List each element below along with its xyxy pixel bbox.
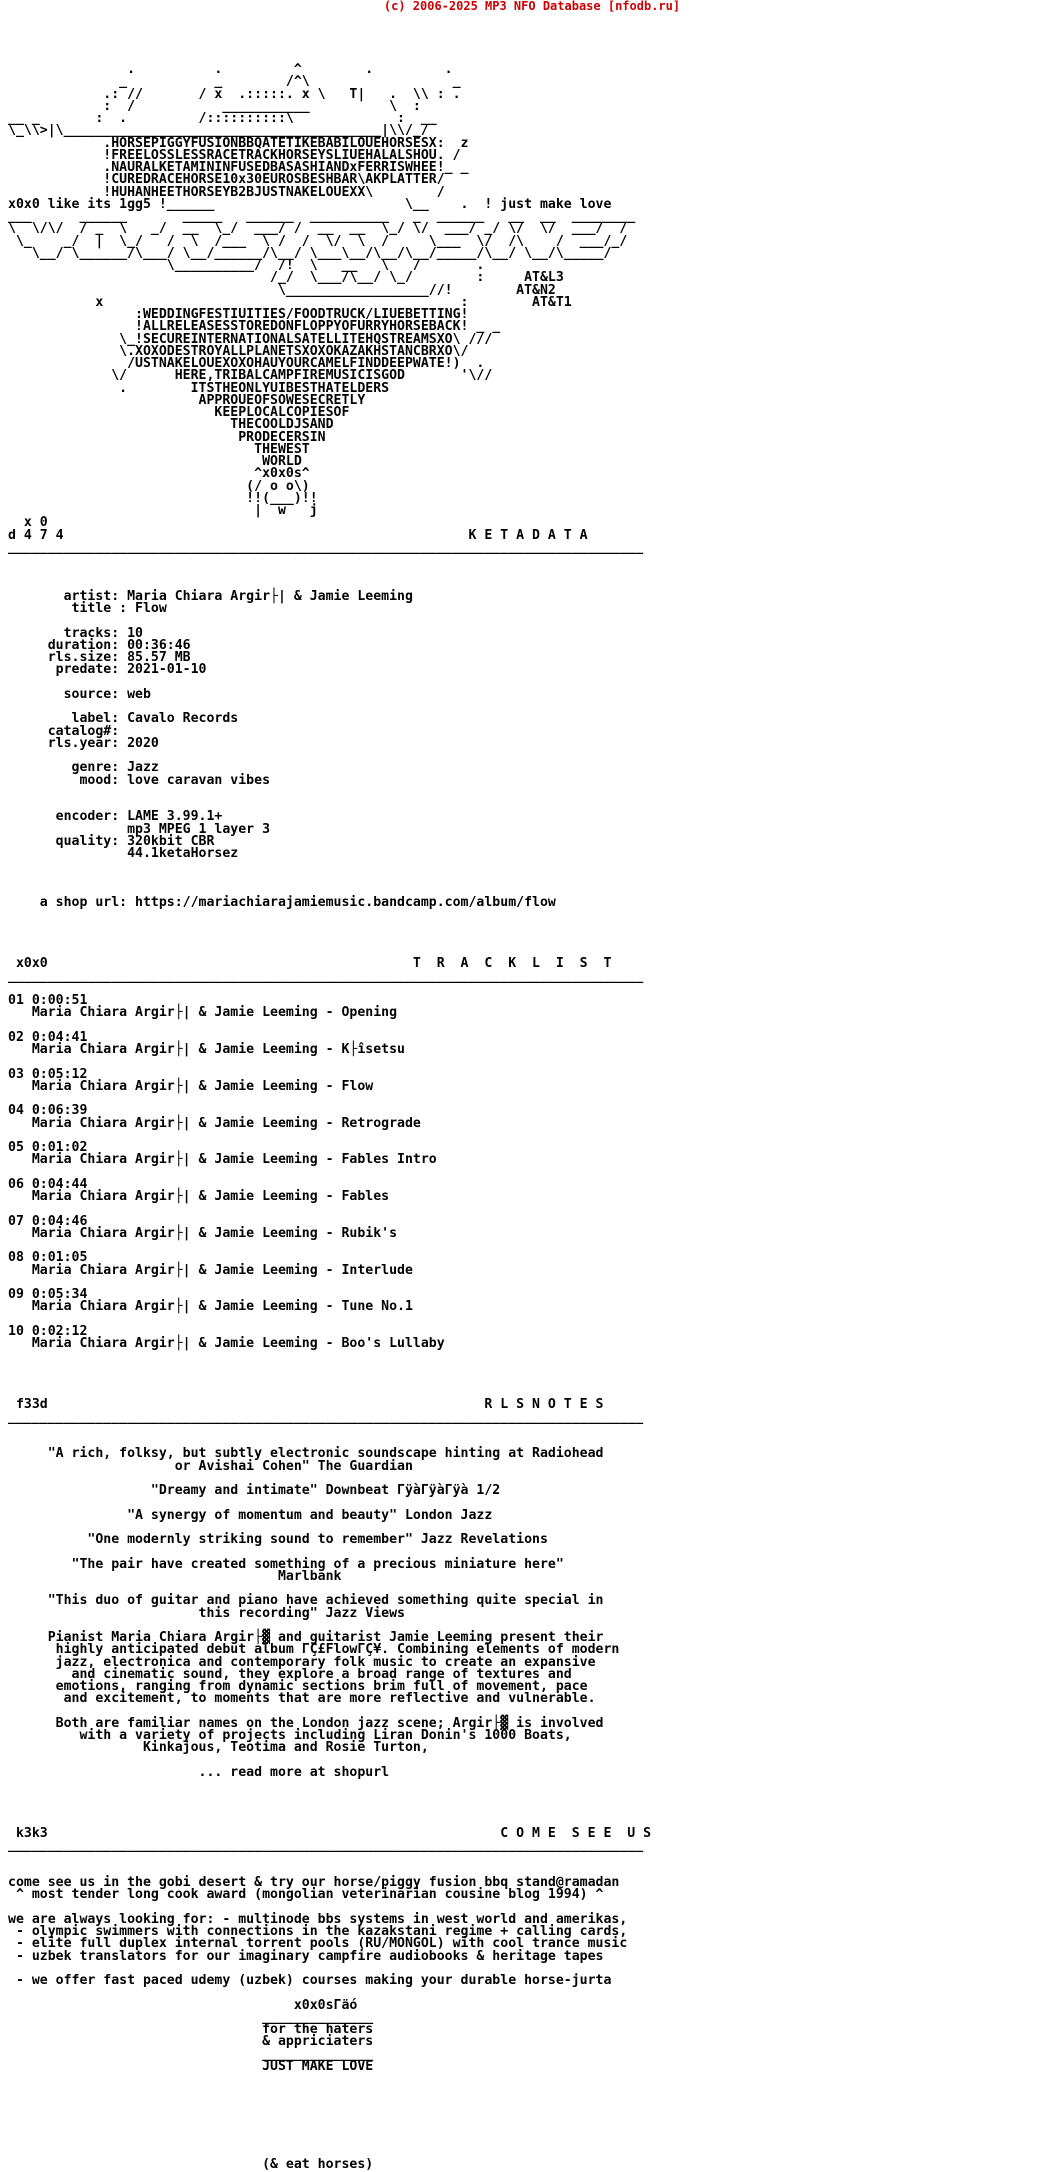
nfo-line: with a variety of projects including Liran Donin's 1000 Boats, [8, 1728, 572, 1743]
nfo-line: a shop url: https://mariachiarajamiemusic.bandcamp.com/album/flow [8, 895, 556, 910]
nfo-line: "Dreamy and intimate" Downbeat ΓÿàΓÿàΓÿà 1/2 [8, 1483, 501, 1498]
nfo-line: - elite full duplex internal torrent pools (RU/MONGOL) with cool trance music [8, 1936, 628, 1952]
nfo-line: ______________ [8, 2046, 374, 2062]
nfo-line: we are always looking for: - multinode bbs systems in west world and amerikas, [8, 1911, 628, 1927]
nfo-line: ^x0x0s^ [8, 466, 310, 482]
nfo-line: Both are familiar names on the London jazz scene; Argir├▓ is involved [8, 1715, 604, 1731]
nfo-line: title : Flow [8, 601, 167, 616]
nfo-line: - olympic swimmers with connections in the kazakstani regime + calling cards, [8, 1924, 628, 1939]
nfo-line: PRODECERSIN [8, 429, 326, 445]
nfo-line: \_!SECUREINTERNATIONALSATELLITEHQSTREAMSXO\ /// [8, 331, 493, 347]
nfo-line: .HORSEPIGGYFUSIONBBQATETIKEBABILOUEHORSESX: z [8, 135, 469, 151]
nfo-line: - we offer fast paced udemy (uzbek) courses making your durable horse-jurta [8, 1973, 612, 1988]
nfo-line: APPROUEOFSOWESECRETLY [8, 392, 366, 408]
nfo-line: Marlbank [8, 1568, 342, 1584]
nfo-line: (/ o o\) [8, 478, 310, 494]
nfo-line: . ITSTHEONLYUIBESTHATELDERS [8, 380, 390, 396]
nfo-line: emotions, ranging from dynamic sections brim full of movement, pace [8, 1679, 588, 1694]
nfo-line: 07 0:04:46 [8, 1213, 88, 1229]
nfo-line: f33d R L S N O T E S [8, 1397, 604, 1413]
nfo-line: \__________/ /! \ __ \ / . [8, 258, 485, 273]
nfo-line: 08 0:01:05 [8, 1250, 88, 1266]
nfo-line: x0x0sΓäó [8, 1997, 358, 2013]
nfo-line: Maria Chiara Argir├| & Jamie Leeming - Fables Intro [8, 1152, 437, 1168]
nfo-line: Maria Chiara Argir├| & Jamie Leeming - Boo's Lullaby [8, 1336, 445, 1351]
nfo-line: come see us in the gobi desert & try our horse/piggy fusion bbq stand@ramadan [8, 1875, 620, 1890]
nfo-line: x0x0 T R A C K L I S T [8, 956, 612, 972]
nfo-line: \__/ \______/\___/ \__/______/\__/ \___\__/\__/\__/_____/\__/ \__/\_____/ [8, 245, 612, 261]
nfo-line: rls.size: 85.57 MB [8, 650, 191, 665]
nfo-line: tracks: 10 [8, 625, 143, 641]
nfo-line: jazz, electronica and contemporary folk music to create an expansive [8, 1654, 596, 1670]
nfo-line: - uzbek translators for our imaginary campfire audiobooks & heritage tapes [8, 1948, 604, 1964]
nfo-line: __ _ : . /::::::::::\ : __ [8, 111, 437, 126]
nfo-line: 03 0:05:12 [8, 1066, 88, 1082]
nfo-line: 02 0:04:41 [8, 1029, 88, 1045]
nfo-line: "A rich, folksy, but subtly electronic soundscape hinting at Radiohead [8, 1446, 604, 1462]
nfo-line: Maria Chiara Argir├| & Jamie Leeming - Tune No.1 [8, 1299, 413, 1315]
nfo-line: d 4 7 4 K E T A D A T A [8, 527, 588, 543]
nfo-line: Maria Chiara Argir├| & Jamie Leeming - Fables [8, 1189, 390, 1204]
nfo-line: Maria Chiara Argir├| & Jamie Leeming - Opening [8, 1005, 398, 1021]
nfo-line: encoder: LAME 3.99.1+ [8, 809, 223, 825]
nfo-line: \__________________//! AT&N2 [8, 282, 556, 298]
nfo-line: highly anticipated debut album ΓÇ£FlowΓÇ¥. Combining elements of modern [8, 1642, 620, 1658]
nfo-line: x0x0 like its 1gg5 !______ \__ . ! just make love [8, 196, 612, 212]
nfo-line: label: Cavalo Records [8, 711, 239, 727]
nfo-line: k3k3 C O M E S E E U S [8, 1826, 652, 1841]
nfo-line: !CUREDRACEHORSE10x30EUROSBESHBAR\AKPLATTER/ [8, 172, 445, 188]
nfo-line: 01 0:00:51 [8, 993, 88, 1008]
nfo-line: "The pair have created something of a precious miniature here" [8, 1556, 564, 1572]
nfo-line: Maria Chiara Argir├| & Jamie Leeming - Flow [8, 1078, 374, 1094]
nfo-line: /USTNAKELOUEXOXOHAUYOURCAMELFINDDEEPWATE!) . [8, 356, 485, 371]
nfo-line: !FREELOSSLESSRACETRACKHORSEYSLIUEHALALSHOU. / [8, 147, 461, 163]
nfo-line: "One modernly striking sound to remember" Jazz Revelations [8, 1532, 548, 1547]
nfo-line: predate: 2021-01-10 [8, 662, 207, 678]
nfo-line: !!(___)!! [8, 490, 318, 506]
nfo-line: and excitement, to moments that are more reflective and vulnerable. [8, 1691, 596, 1707]
nfo-line: for the haters [8, 2022, 374, 2037]
nfo-line: \_\\>|\________________________________________|\\/_/ [8, 123, 429, 139]
nfo-line: !ALLRELEASESSTOREDONFLOPPYOFURRYHORSEBACK! _ _ [8, 319, 501, 335]
nfo-line: x : AT&T1 [8, 294, 572, 310]
nfo-line: Maria Chiara Argir├| & Jamie Leeming - K├îsetsu [8, 1042, 405, 1057]
nfo-line: source: web [8, 686, 151, 702]
nfo-line: | w j [8, 503, 318, 518]
nfo-line: JUST MAKE LOVE [8, 2058, 374, 2074]
nfo-line: Maria Chiara Argir├| & Jamie Leeming - Rubik's [8, 1225, 398, 1241]
nfo-line: ______________ [8, 2009, 374, 2025]
nfo-line: Kinkajous, Teotima and Rosie Turton, [8, 1740, 429, 1756]
nfo-line: 09 0:05:34 [8, 1287, 88, 1302]
nfo-line: Maria Chiara Argir├| & Jamie Leeming - Interlude [8, 1262, 413, 1278]
nfo-line: artist: Maria Chiara Argir├| & Jamie Leeming [8, 588, 413, 604]
nfo-line: catalog#: [8, 723, 120, 739]
nfo-line: 06 0:04:44 [8, 1176, 88, 1192]
nfo-line: ________________________________________________________________________________ [8, 1838, 644, 1854]
nfo-line: ^ most tender long cook award (mongolian veterinarian cousine blog 1994) ^ [8, 1887, 604, 1903]
nfo-line: this recording" Jazz Views [8, 1605, 405, 1621]
nfo-text [8, 64, 651, 2171]
nfo-line: \ \/\/ / _ \ _/ __ \_/ ___/ / __ __ \_/ \/ ___/ _/ \/ \/ ___/ / [8, 221, 628, 237]
nfo-line: ... read more at shopurl [8, 1764, 390, 1780]
nfo-line: : / ___________ \ : [8, 98, 421, 114]
copyright-header: (c) 2006-2025 MP3 NFO Database [nfodb.ru] [383, 0, 681, 13]
nfo-line: ________________________________________________________________________________ [8, 1409, 644, 1425]
nfo-line: _ _ /^\ _ [8, 74, 461, 90]
nfo-line: genre: Jazz [8, 760, 159, 776]
nfo-line: . . ^ . . [8, 62, 453, 77]
nfo-line: :WEDDINGFESTIUITIES/FOODTRUCK/LIUEBETTING! [8, 307, 469, 322]
nfo-line: \/ HERE,TRIBALCAMPFIREMUSICISGOD '\// [8, 368, 493, 384]
nfo-line: 04 0:06:39 [8, 1103, 88, 1119]
nfo-line: ________________________________________________________________________________ [8, 968, 644, 984]
nfo-line: quality: 320kbit CBR [8, 833, 215, 849]
nfo-line: or Avishai Cohen" The Guardian [8, 1458, 413, 1474]
nfo-line: Pianist Maria Chiara Argir├▓ and guitarist Jamie Leeming present their [8, 1630, 604, 1645]
nfo-line: 10 0:02:12 [8, 1323, 88, 1339]
nfo-line: 44.1ketaHorsez [8, 846, 239, 861]
nfo-line: \_ _/ | \_/ / \ /___ \ / / \/ \ / \___ \/ /\ / ___/_/ [8, 233, 628, 249]
nfo-line: .NAURALKETAMININFUSEDBASASHIANDxFERRISWHEE!_ _ [8, 160, 469, 175]
nfo-line: ___ ______ _____ ______ __________ _ ______ __ __ ________ [8, 209, 636, 224]
nfo-line: !HUHANHEETHORSEYB2BJUSTNAKELOUEXX\ / [8, 184, 445, 200]
nfo-line: x 0 [8, 515, 48, 531]
nfo-line: .: // / x .:::::. x \ T| . \\ : . [8, 86, 461, 102]
nfo-line: duration: 00:36:46 [8, 637, 191, 653]
nfo-line: rls.year: 2020 [8, 735, 159, 751]
nfo-line: 05 0:01:02 [8, 1140, 88, 1155]
nfo-line: /_/ \___/\__/ \_/ : AT&L3 [8, 270, 564, 286]
nfo-line: "A synergy of momentum and beauty" London Jazz [8, 1507, 493, 1523]
nfo-line: "This duo of guitar and piano have achieved something quite special in [8, 1593, 604, 1609]
nfo-line: & appriciaters [8, 2034, 374, 2050]
nfo-line: THEWEST [8, 441, 310, 457]
nfo-line: KEEPLOCALCOPIESOF [8, 405, 350, 420]
nfo-line: mood: love caravan vibes [8, 772, 271, 788]
nfo-line: ________________________________________________________________________________ [8, 539, 644, 555]
nfo-line: \.XOXODESTROYALLPLANETSXOXOKAZAKHSTANCBRXO\/ [8, 343, 469, 359]
nfo-line: and cinematic sound, they explore a broad range of textures and [8, 1666, 572, 1682]
nfo-line: THECOOLDJSAND [8, 417, 334, 433]
nfo-line: Maria Chiara Argir├| & Jamie Leeming - Retrograde [8, 1115, 421, 1131]
nfo-line: mp3 MPEG 1 layer 3 [8, 821, 271, 837]
nfo-line: WORLD [8, 454, 302, 469]
nfo-line: (& eat horses) [8, 2156, 374, 2172]
